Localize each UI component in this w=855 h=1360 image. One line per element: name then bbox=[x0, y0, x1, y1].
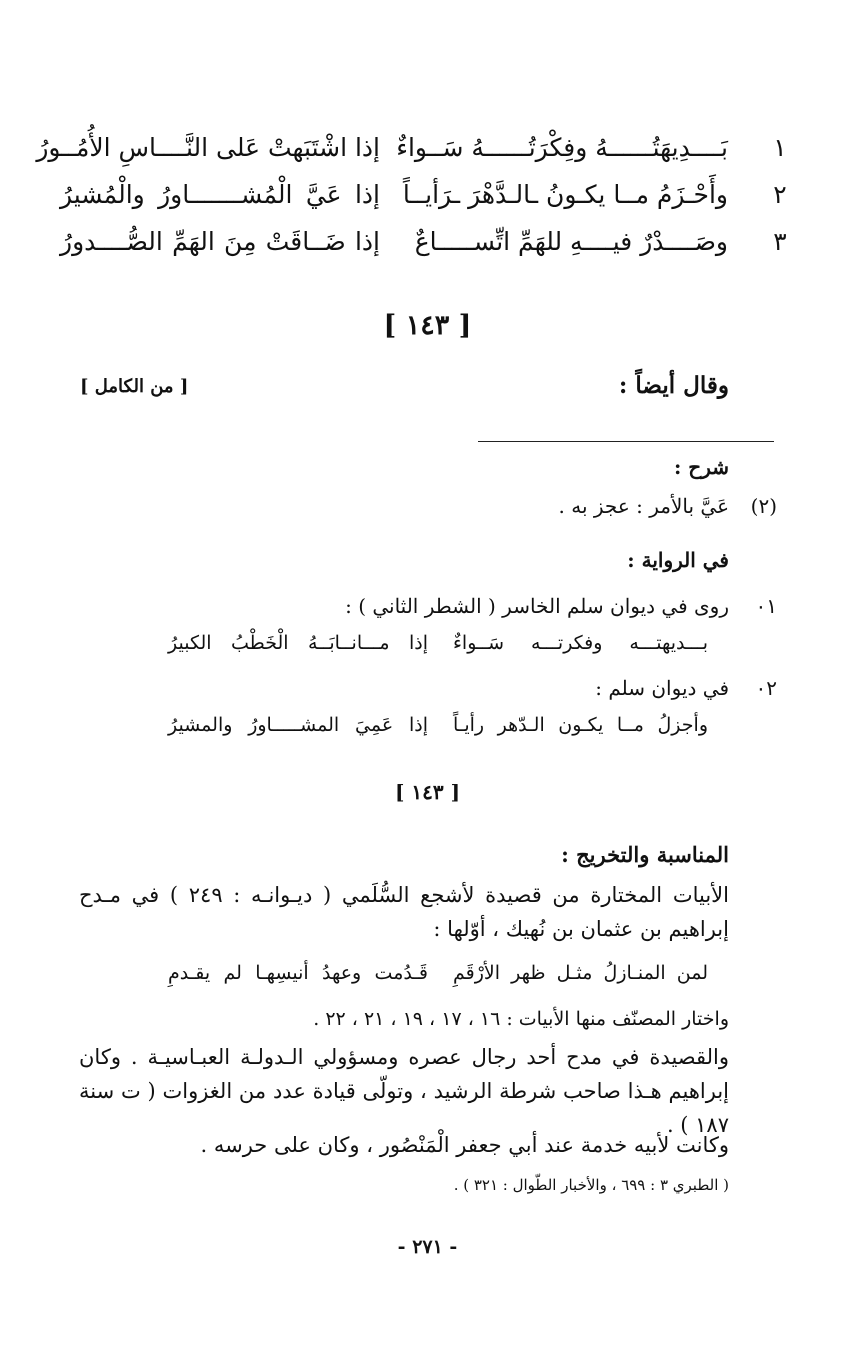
verse-second-hemistich: إذا عَيَّ الْمُشـــــــاورُ والْمُشيرُ bbox=[60, 180, 380, 209]
riwaya-second-hemistich: إذا عَمِيَ المشـــــاورُ والمشيرُ bbox=[168, 714, 428, 736]
takhrij-first-hemistich: لمن المنـازلُ مثـل ظهر الأرْقَمِ bbox=[453, 962, 708, 984]
poem-meter: [ من الكامل ] bbox=[80, 376, 189, 397]
takhrij-paragraph: واختار المصنّف منها الأبيات : ١٦ ، ١٧ ، ١٩ ، ٢١ ، ٢٢ . bbox=[313, 1008, 729, 1030]
verse-first-hemistich: وصَــــدْرٌ فيــــهِ للهَمِّ اتِّســـــاعٌ bbox=[414, 227, 728, 256]
riwaya-verse-row bbox=[148, 632, 708, 666]
sharh-note-text: عَيَّ بالأمر : عجز به . bbox=[558, 494, 729, 518]
sharh-note-number: (٢) bbox=[750, 494, 777, 518]
verse-first-hemistich: وأَحْـزَمُ مــا يكـونُ ـالـدَّهْرَ ـرَأيــاً bbox=[402, 180, 728, 209]
takhrij-paragraph: وكانت لأبيه خدمة عند أبي جعفر الْمَنْصُور ، وكان على حرسه . bbox=[200, 1133, 729, 1157]
takhrij-paragraph: الأبيات المختارة من قصيدة لأشجع السُّلَمي ( ديـوانـه : ٢٤٩ ) في مـدح إبراهيم بن عثمان بن نُهيك ، أوّلها : bbox=[79, 883, 729, 941]
verse-row bbox=[60, 180, 800, 220]
riwaya-note-number: ٠١ bbox=[755, 594, 777, 618]
takhrij-paragraph: والقصيدة في مدح أحد رجال عصره ومسؤولي الـدولـة العبـاسيـة . وكان إبراهيم هـذا صاحب شرطة الرشيد ، وتولّى قيادة عدد من الغزوات ( ت سنة ١٨٧ ) . bbox=[79, 1045, 729, 1137]
riwaya-second-hemistich: إذا مـــانــابَــهُ الْخَطْبُ الكبيرُ bbox=[168, 632, 428, 654]
verse-number: ١ bbox=[773, 133, 787, 162]
takhrij-second-hemistich: قَـدُمت وعهدُ أنيسِهـا لم يقـدمِ bbox=[168, 962, 428, 984]
verse-second-hemistich: إذا اشْتَبَهتْ عَلى النَّــــاسِ الأُمُــورُ bbox=[36, 133, 380, 162]
riwaya-title: في الرواية : bbox=[627, 548, 729, 572]
footnote-divider bbox=[478, 441, 774, 442]
page-number: - ٢٧١ - bbox=[397, 1236, 458, 1258]
takhrij-verse-row bbox=[148, 962, 708, 996]
verse-first-hemistich: بَــــدِيهَتُــــــهُ وفِكْرَتُــــــهُ سَــواءٌ bbox=[396, 133, 728, 162]
riwaya-note-text: روى في ديوان سلم الخاسر ( الشطر الثاني ) : bbox=[345, 594, 729, 618]
riwaya-verse-row bbox=[148, 714, 708, 748]
takhrij-title: المناسبة والتخريج : bbox=[561, 842, 729, 867]
poem-intro: وقال أيضاً : bbox=[618, 372, 729, 399]
verse-row bbox=[60, 227, 800, 267]
takhrij-number-heading: [ ١٤٣ ] bbox=[394, 780, 461, 804]
sharh-title: شرح : bbox=[673, 455, 729, 479]
verse-number: ٣ bbox=[773, 227, 787, 256]
verse-row bbox=[36, 133, 800, 173]
riwaya-note-number: ٠٢ bbox=[755, 676, 777, 700]
riwaya-first-hemistich: وأجزلُ مــا يكـون الـدّهر رأيـاً bbox=[453, 714, 708, 736]
reference-note: ( الطبري ٣ : ٦٩٩ ، والأخبار الطّوال : ٣٢١ ) . bbox=[453, 1176, 729, 1194]
verse-second-hemistich: إذا ضَــاقَتْ مِنَ الهَمِّ الصُّــــدورُ bbox=[60, 227, 380, 256]
riwaya-first-hemistich: بـــديهتـــه وفكرتـــه سَــواءٌ bbox=[453, 632, 708, 654]
poem-number-heading: [ ١٤٣ ] bbox=[383, 310, 472, 341]
riwaya-note-text: في ديوان سلم : bbox=[595, 676, 729, 700]
verse-number: ٢ bbox=[773, 180, 787, 209]
